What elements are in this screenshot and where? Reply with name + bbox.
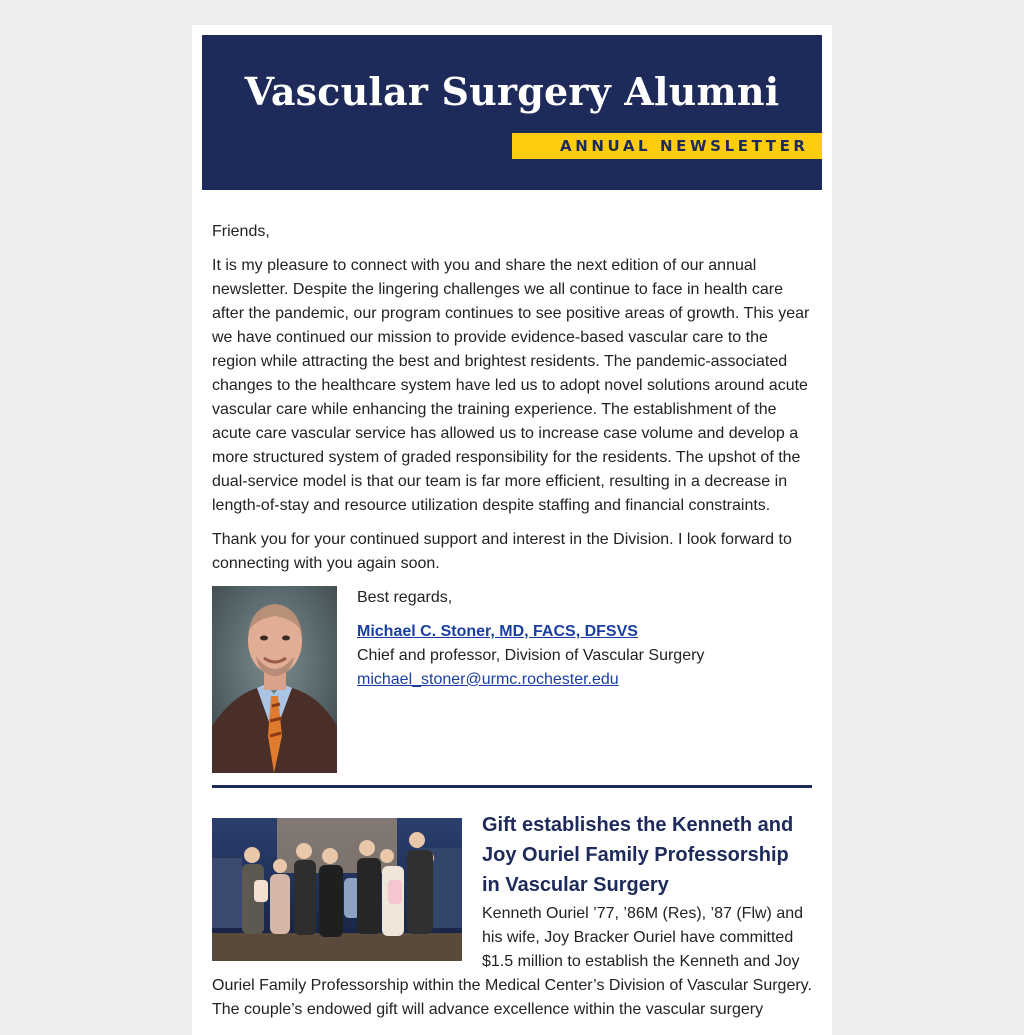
letter-greeting: Friends,: [212, 223, 270, 240]
article-headline[interactable]: Gift establishes the Kenneth and Joy Ouriel Family Professorship in Vascular Surgery: [482, 814, 794, 896]
author-role: Chief and professor, Division of Vascular Surgery: [357, 647, 705, 664]
author-portrait: [212, 586, 337, 773]
letter-body: [212, 220, 812, 586]
banner-tagline: ANNUAL NEWSLETTER: [512, 133, 822, 159]
signature-closing: Best regards,: [357, 589, 453, 606]
banner-title: Vascular Surgery Alumni: [244, 69, 780, 114]
author-email-link[interactable]: michael_stoner@urmc.rochester.edu: [357, 671, 619, 688]
article-gift: [212, 810, 812, 1022]
letter-paragraph-2: Thank you for your continued support and interest in the Division. I look forward to connecting with you again soon.: [212, 531, 792, 572]
newsletter-sheet: [192, 25, 832, 1035]
family-photo: [212, 818, 462, 961]
signature-block: [212, 586, 812, 773]
section-divider: [212, 785, 812, 788]
author-name-link[interactable]: Michael C. Stoner, MD, FACS, DFSVS: [357, 623, 638, 640]
newsletter-banner: [202, 35, 822, 190]
letter-paragraph-1: It is my pleasure to connect with you and share the next edition of our annual newsletter. Despite the lingering challenges we all continue to face in health care after the pandemic, our program continues to see positive areas of growth. This year we have continued our mission to provide evidence-based vascular care to the region while attracting the best and brightest residents. The pandemic-associated changes to the healthcare system have led us to adopt novel solutions around acute vascular care while enhancing the training experience. The establishment of the acute care vascular service has allowed us to increase case volume and develop a more structured system of graded responsibility for the residents. The upshot of the dual-service model is that our team is far more efficient, resulting in a decrease in length-of-stay and resource utilization despite staffing and financial constraints.: [212, 257, 810, 514]
signature-text: [357, 586, 812, 692]
article-body: Kenneth Ouriel ’77, ’86M (Res), ’87 (Flw) and his wife, Joy Bracker Ouriel have committed $1.5 million to establish the Kenneth and Joy Ouriel Family Professorship within the Medical Center’s Division of Vascular Surgery. The couple’s endowed gift will advance excellence within the vascular surgery: [212, 905, 812, 1018]
